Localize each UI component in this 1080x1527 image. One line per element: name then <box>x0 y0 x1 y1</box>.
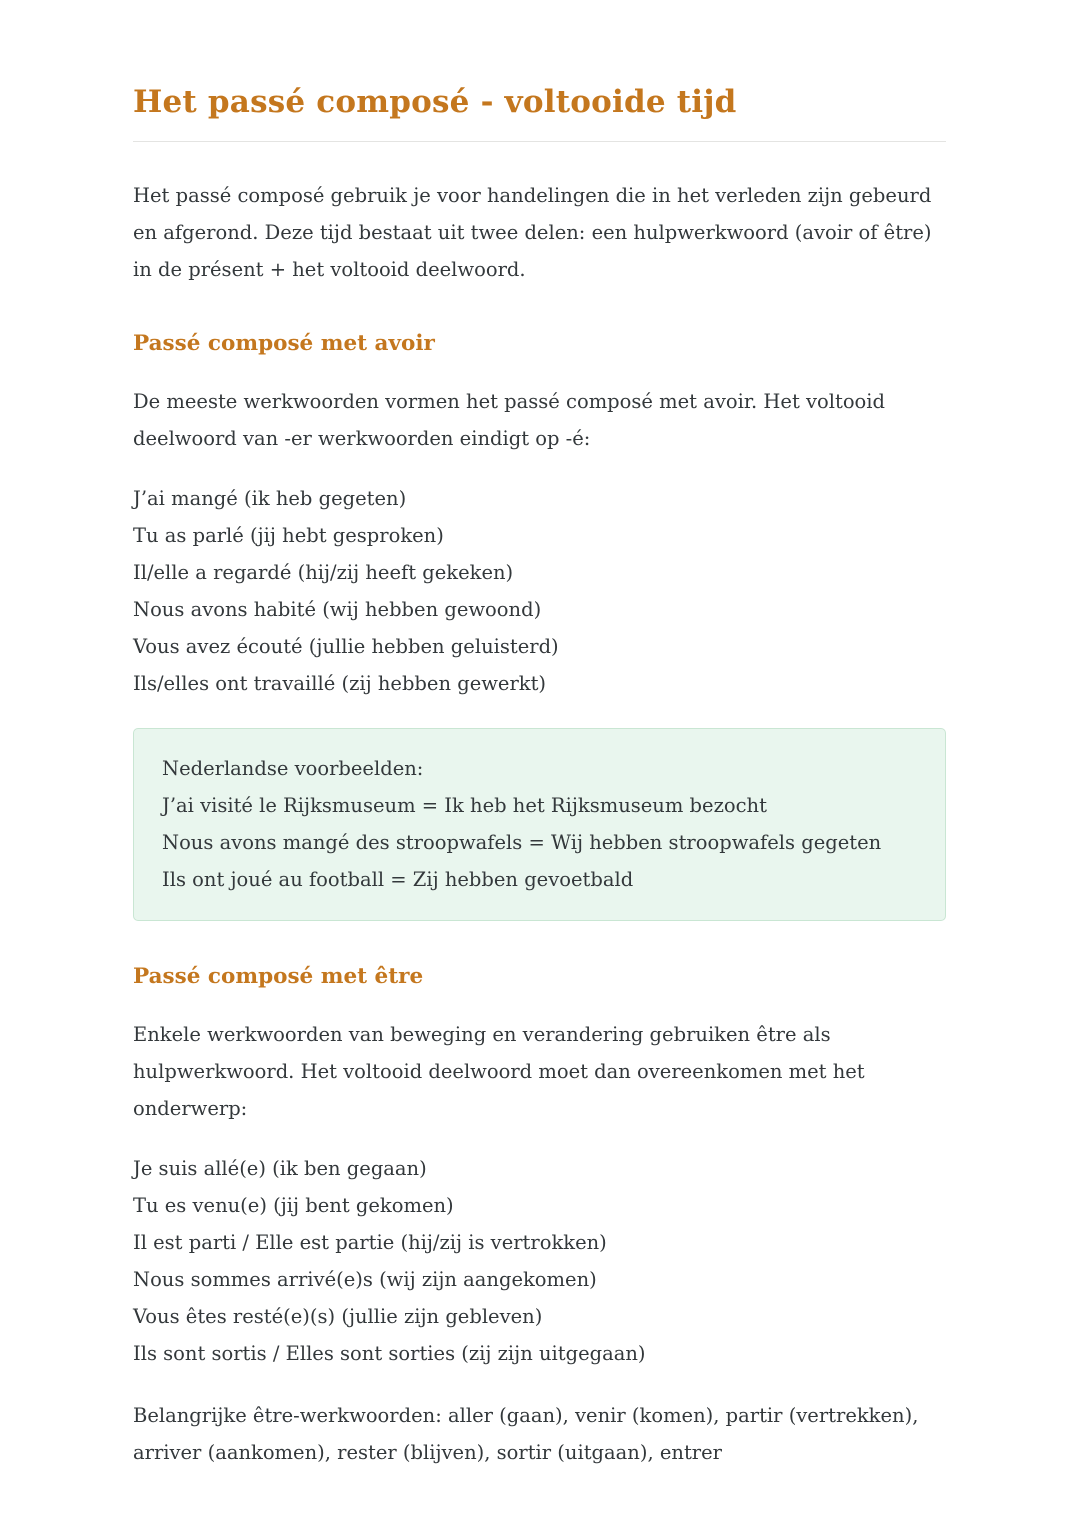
etre-paragraph: Enkele werkwoorden van beweging en verandering gebruiken être als hulpwerkwoord. Het voltooid deelwoord moet dan overeenkomen met het onderwerp: <box>133 1023 865 1120</box>
etre-verbs-paragraph: Belangrijke être-werkwoorden: aller (gaan), venir (komen), partir (vertrekken), arriver (aankomen), rester (blijven), sortir (uitgaan), entrer <box>133 1404 919 1464</box>
example-line: Tu as parlé (jij hebt gesproken) <box>133 524 444 547</box>
callout-line: Ils ont joué au football = Zij hebben gevoetbald <box>162 868 634 891</box>
avoir-paragraph: De meeste werkwoorden vormen het passé composé met avoir. Het voltooid deelwoord van -er werkwoorden eindigt op -é: <box>133 390 886 450</box>
intro-paragraph: Het passé composé gebruik je voor handelingen die in het verleden zijn gebeurd en afgerond. Deze tijd bestaat uit twee delen: een hulpwerkwoord (avoir of être) in de présent + het voltooid deelwoord. <box>133 184 932 281</box>
page-title: Het passé composé - voltooide tijd <box>133 84 737 120</box>
example-line: Tu es venu(e) (jij bent gekomen) <box>133 1194 454 1217</box>
example-line: Je suis allé(e) (ik ben gegaan) <box>133 1157 427 1180</box>
etre-examples-list <box>133 1150 946 1372</box>
callout-title: Nederlandse voorbeelden: <box>162 757 424 780</box>
avoir-examples-list <box>133 480 946 702</box>
example-line: Vous avez écouté (jullie hebben geluisterd) <box>133 635 559 658</box>
callout-line: J’ai visité le Rijksmuseum = Ik heb het Rijksmuseum bezocht <box>162 794 767 817</box>
section-heading-avoir: Passé composé met avoir <box>133 331 435 356</box>
callout-line: Nous avons mangé des stroopwafels = Wij hebben stroopwafels gegeten <box>162 831 882 854</box>
title-divider <box>133 141 946 142</box>
example-line: Ils sont sortis / Elles sont sorties (zij zijn uitgegaan) <box>133 1342 646 1365</box>
example-line: Nous avons habité (wij hebben gewoond) <box>133 598 542 621</box>
example-line: Il est parti / Elle est partie (hij/zij is vertrokken) <box>133 1231 607 1254</box>
example-line: Ils/elles ont travaillé (zij hebben gewerkt) <box>133 672 547 695</box>
example-line: Il/elle a regardé (hij/zij heeft gekeken) <box>133 561 514 584</box>
example-line: J’ai mangé (ik heb gegeten) <box>133 487 407 510</box>
section-heading-etre: Passé composé met être <box>133 964 424 989</box>
example-line: Nous sommes arrivé(e)s (wij zijn aangekomen) <box>133 1268 597 1291</box>
dutch-examples-callout <box>133 728 946 921</box>
example-line: Vous êtes resté(e)(s) (jullie zijn gebleven) <box>133 1305 543 1328</box>
